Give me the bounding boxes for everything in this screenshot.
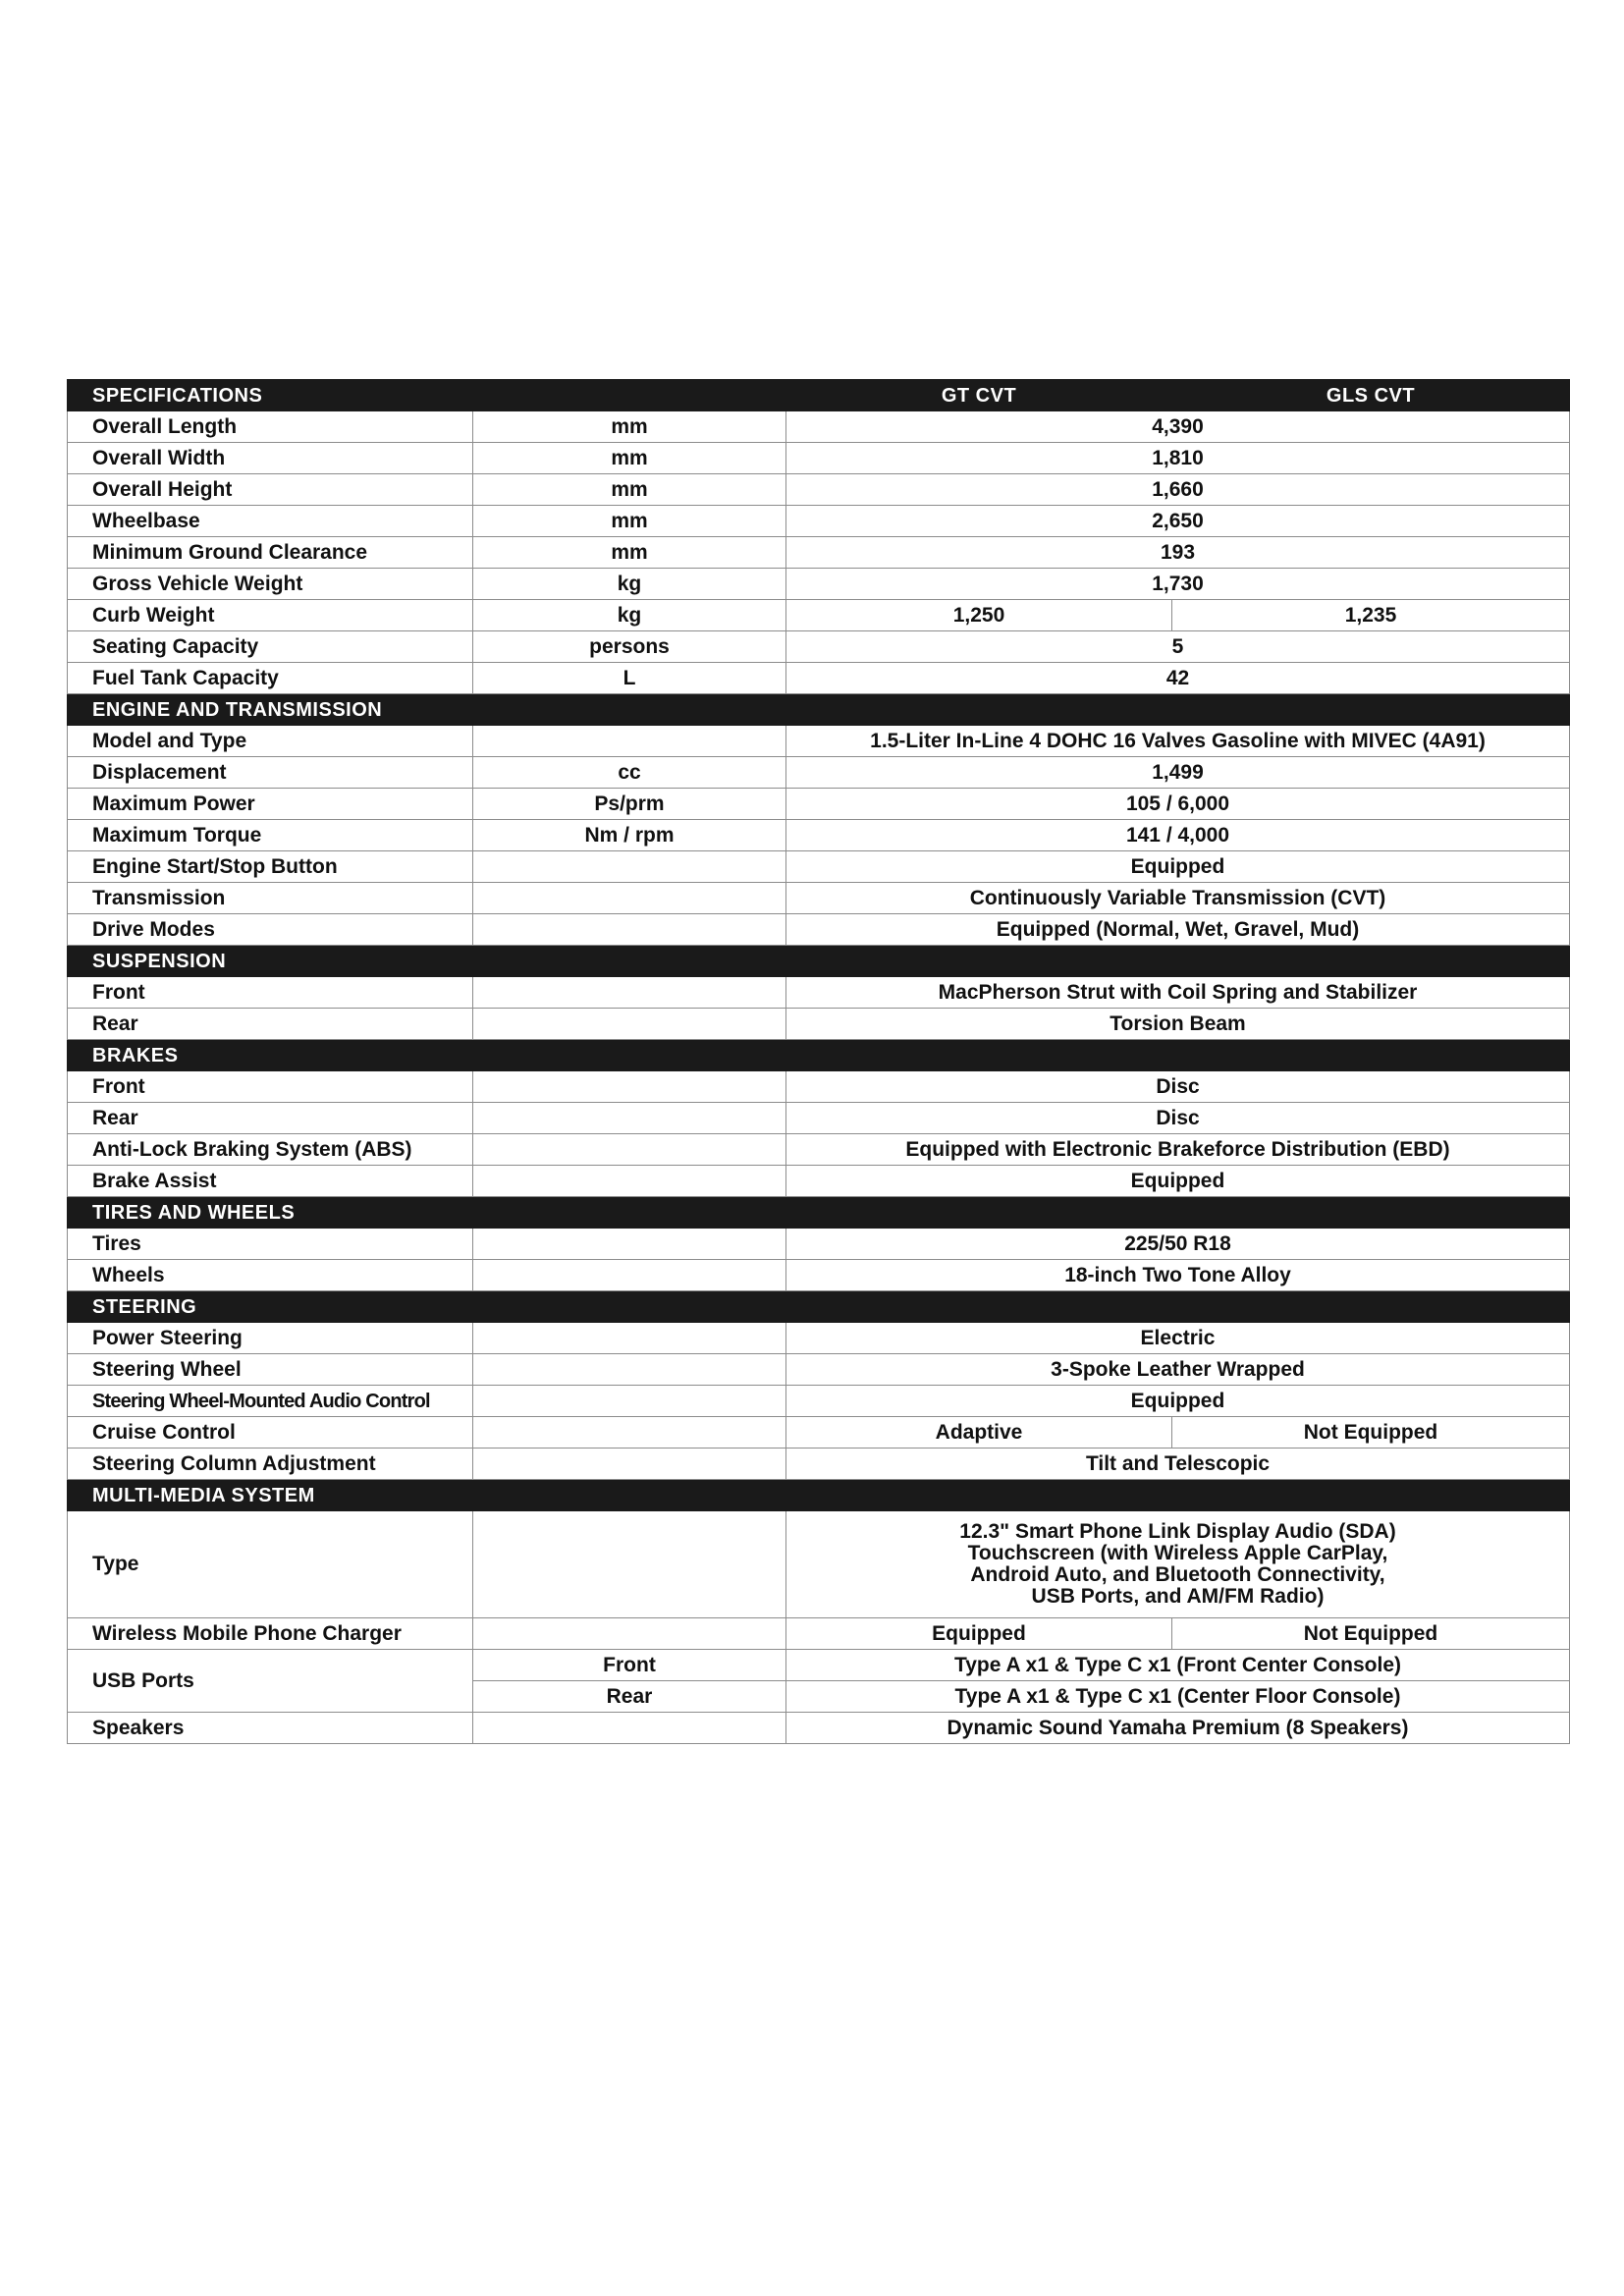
column-gt-cvt: GT CVT: [786, 380, 1172, 411]
section-title: STEERING: [68, 1291, 1570, 1323]
row-value: Equipped with Electronic Brakeforce Distribution (EBD): [786, 1134, 1570, 1166]
table-row: [68, 914, 1570, 946]
table-row: [68, 1323, 1570, 1354]
table-row: [68, 506, 1570, 537]
row-label: Overall Width: [68, 443, 473, 474]
row-label: Wireless Mobile Phone Charger: [68, 1618, 473, 1650]
row-value: 4,390: [786, 411, 1570, 443]
row-label: Displacement: [68, 757, 473, 789]
row-unit: [473, 1354, 786, 1386]
row-value: 3-Spoke Leather Wrapped: [786, 1354, 1570, 1386]
row-label: USB Ports: [68, 1650, 473, 1713]
column-gls-cvt: GLS CVT: [1172, 380, 1570, 411]
row-label: Transmission: [68, 883, 473, 914]
row-value: 5: [786, 631, 1570, 663]
row-value: 42: [786, 663, 1570, 694]
section-title: SPECIFICATIONS: [68, 380, 786, 411]
row-label: Type: [68, 1511, 473, 1618]
row-value: Equipped (Normal, Wet, Gravel, Mud): [786, 914, 1570, 946]
table-row: [68, 1071, 1570, 1103]
table-row: [68, 883, 1570, 914]
row-label: Anti-Lock Braking System (ABS): [68, 1134, 473, 1166]
section-title: BRAKES: [68, 1040, 1570, 1071]
specifications-table: [67, 379, 1570, 1744]
table-row: [68, 1386, 1570, 1417]
table-row: [68, 726, 1570, 757]
row-label: Maximum Torque: [68, 820, 473, 851]
row-value: MacPherson Strut with Coil Spring and Stabilizer: [786, 977, 1570, 1009]
row-unit: L: [473, 663, 786, 694]
row-unit: [473, 1260, 786, 1291]
row-value: 193: [786, 537, 1570, 569]
table-row: [68, 757, 1570, 789]
table-row: [68, 537, 1570, 569]
row-value: 1,660: [786, 474, 1570, 506]
table-row: [68, 474, 1570, 506]
table-row: [68, 1166, 1570, 1197]
row-label: Rear: [68, 1103, 473, 1134]
row-label: Seating Capacity: [68, 631, 473, 663]
table-row: [68, 1134, 1570, 1166]
row-unit: mm: [473, 537, 786, 569]
row-value-gls: Not Equipped: [1172, 1618, 1570, 1650]
row-value: Dynamic Sound Yamaha Premium (8 Speakers): [786, 1713, 1570, 1744]
row-value: 141 / 4,000: [786, 820, 1570, 851]
row-unit: [473, 914, 786, 946]
row-unit: [473, 851, 786, 883]
row-unit: kg: [473, 569, 786, 600]
row-value: Disc: [786, 1103, 1570, 1134]
row-label: Steering Wheel-Mounted Audio Control: [68, 1386, 473, 1417]
row-unit: [473, 1511, 786, 1618]
table-row: [68, 569, 1570, 600]
row-unit: [473, 1071, 786, 1103]
section-header-tires: [68, 1197, 1570, 1229]
row-label: Model and Type: [68, 726, 473, 757]
row-value-gt: Equipped: [786, 1618, 1172, 1650]
table-row: [68, 600, 1570, 631]
row-label: Tires: [68, 1229, 473, 1260]
row-unit: [473, 1713, 786, 1744]
row-value: 2,650: [786, 506, 1570, 537]
table-row: [68, 411, 1570, 443]
table-row: [68, 631, 1570, 663]
row-unit: kg: [473, 600, 786, 631]
row-unit: mm: [473, 506, 786, 537]
row-value-gls: Not Equipped: [1172, 1417, 1570, 1449]
type-line: 12.3" Smart Phone Link Display Audio (SDA): [959, 1520, 1396, 1543]
table-row: [68, 1354, 1570, 1386]
table-row: [68, 1229, 1570, 1260]
row-unit: [473, 726, 786, 757]
row-value-gls: 1,235: [1172, 600, 1570, 631]
table-row: [68, 851, 1570, 883]
row-unit: [473, 1103, 786, 1134]
row-label: Curb Weight: [68, 600, 473, 631]
row-unit: [473, 1009, 786, 1040]
header-row: [68, 380, 1570, 411]
table-row: [68, 663, 1570, 694]
row-value: 1,730: [786, 569, 1570, 600]
row-value: Equipped: [786, 1166, 1570, 1197]
row-unit: mm: [473, 474, 786, 506]
row-label: Front: [68, 977, 473, 1009]
row-label: Engine Start/Stop Button: [68, 851, 473, 883]
type-line: USB Ports, and AM/FM Radio): [1031, 1585, 1325, 1608]
row-label: Steering Wheel: [68, 1354, 473, 1386]
row-label: Power Steering: [68, 1323, 473, 1354]
section-header-multimedia: [68, 1480, 1570, 1511]
row-unit: [473, 1386, 786, 1417]
row-unit: [473, 977, 786, 1009]
row-unit: Ps/prm: [473, 789, 786, 820]
row-label: Speakers: [68, 1713, 473, 1744]
row-value: Type A x1 & Type C x1 (Center Floor Console): [786, 1681, 1570, 1713]
row-value: Continuously Variable Transmission (CVT): [786, 883, 1570, 914]
row-value: Type A x1 & Type C x1 (Front Center Console): [786, 1650, 1570, 1681]
row-label: Wheelbase: [68, 506, 473, 537]
row-label: Brake Assist: [68, 1166, 473, 1197]
table-row: [68, 1650, 1570, 1681]
row-label: Maximum Power: [68, 789, 473, 820]
row-unit: [473, 1229, 786, 1260]
row-unit: [473, 1166, 786, 1197]
row-label: Drive Modes: [68, 914, 473, 946]
row-sublabel-rear: Rear: [473, 1681, 786, 1713]
table-row: [68, 1449, 1570, 1480]
type-line: Android Auto, and Bluetooth Connectivity,: [970, 1563, 1385, 1586]
section-title: ENGINE AND TRANSMISSION: [68, 694, 1570, 726]
table-row: [68, 1511, 1570, 1618]
row-unit: Nm / rpm: [473, 820, 786, 851]
section-title: SUSPENSION: [68, 946, 1570, 977]
table-row: [68, 1009, 1570, 1040]
table-row: [68, 820, 1570, 851]
row-value: 1,810: [786, 443, 1570, 474]
row-value: Equipped: [786, 851, 1570, 883]
row-label: Cruise Control: [68, 1417, 473, 1449]
row-label: Minimum Ground Clearance: [68, 537, 473, 569]
row-unit: mm: [473, 443, 786, 474]
section-header-steering: [68, 1291, 1570, 1323]
section-title: TIRES AND WHEELS: [68, 1197, 1570, 1229]
table-row: [68, 443, 1570, 474]
table-row: [68, 789, 1570, 820]
row-unit: [473, 883, 786, 914]
row-label: Wheels: [68, 1260, 473, 1291]
table-row: [68, 1417, 1570, 1449]
table-row: [68, 1103, 1570, 1134]
row-unit: persons: [473, 631, 786, 663]
section-header-engine: [68, 694, 1570, 726]
table-row: [68, 1618, 1570, 1650]
row-value: 105 / 6,000: [786, 789, 1570, 820]
table-row: [68, 1260, 1570, 1291]
row-label: Overall Height: [68, 474, 473, 506]
section-header-suspension: [68, 946, 1570, 977]
row-unit: [473, 1134, 786, 1166]
row-unit: cc: [473, 757, 786, 789]
row-label: Overall Length: [68, 411, 473, 443]
row-label: Front: [68, 1071, 473, 1103]
row-value: Equipped: [786, 1386, 1570, 1417]
row-unit: [473, 1618, 786, 1650]
row-value: 1.5-Liter In-Line 4 DOHC 16 Valves Gasoline with MIVEC (4A91): [786, 726, 1570, 757]
row-value-gt: Adaptive: [786, 1417, 1172, 1449]
row-unit: mm: [473, 411, 786, 443]
type-line: Touchscreen (with Wireless Apple CarPlay,: [967, 1542, 1388, 1564]
row-label: Rear: [68, 1009, 473, 1040]
row-unit: [473, 1417, 786, 1449]
row-value: 1,499: [786, 757, 1570, 789]
row-value: Electric: [786, 1323, 1570, 1354]
row-label: Fuel Tank Capacity: [68, 663, 473, 694]
row-value: 18-inch Two Tone Alloy: [786, 1260, 1570, 1291]
row-value-gt: 1,250: [786, 600, 1172, 631]
row-sublabel-front: Front: [473, 1650, 786, 1681]
row-unit: [473, 1323, 786, 1354]
row-label: Gross Vehicle Weight: [68, 569, 473, 600]
section-header-brakes: [68, 1040, 1570, 1071]
row-value: Torsion Beam: [786, 1009, 1570, 1040]
row-value: Tilt and Telescopic: [786, 1449, 1570, 1480]
table-row: [68, 1713, 1570, 1744]
table-row: [68, 977, 1570, 1009]
section-title: MULTI-MEDIA SYSTEM: [68, 1480, 1570, 1511]
row-value: Disc: [786, 1071, 1570, 1103]
row-value: 225/50 R18: [786, 1229, 1570, 1260]
row-label: Steering Column Adjustment: [68, 1449, 473, 1480]
row-value-multiline: [786, 1511, 1570, 1618]
row-unit: [473, 1449, 786, 1480]
